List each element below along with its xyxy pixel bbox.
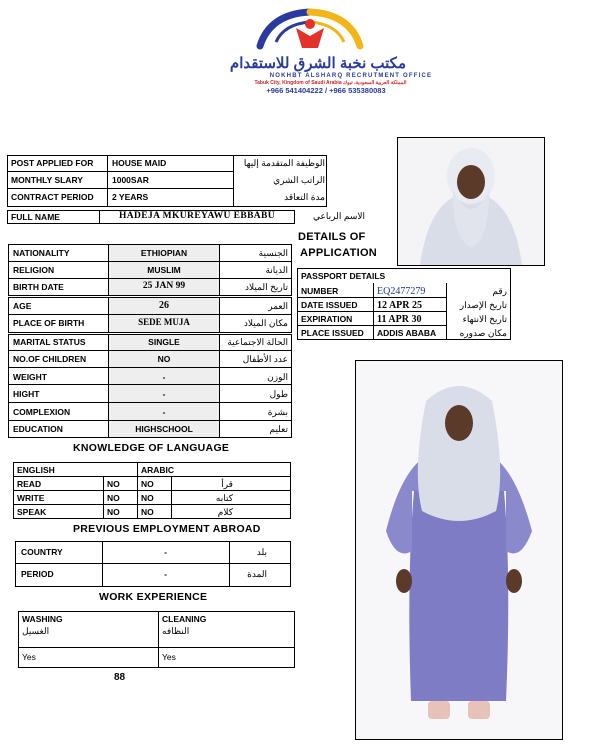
expiration-label: EXPIRATION (301, 314, 353, 324)
place-issued-label: PLACE ISSUED (301, 328, 364, 338)
post-applied-label: POST APPLIED FOR (11, 158, 94, 168)
complexion-label: COMPLEXION (13, 407, 71, 417)
date-issued-arabic: تاريخ الإصدار (459, 300, 507, 310)
weight-label: WEIGHT (13, 372, 47, 382)
logo (240, 6, 380, 56)
post-applied-arabic: الوظيفة المتقدمة إليها (243, 158, 325, 168)
work-experience-title: WORK EXPERIENCE (99, 591, 208, 603)
write-arabic: كتابه (215, 493, 233, 503)
details-title-line2: APPLICATION (300, 247, 378, 259)
country-arabic: بلد (256, 547, 267, 557)
marital-status-value: SINGLE (148, 337, 180, 347)
country-value: - (164, 547, 167, 557)
post-applied-value: HOUSE MAID (112, 158, 167, 168)
religion-arabic: الديانة (265, 265, 288, 275)
place-of-birth-label: PLACE OF BIRTH (13, 318, 85, 328)
children-value: NO (157, 354, 171, 364)
place-issued-arabic: مكان صدوره (459, 328, 507, 338)
language-col-english: ENGLISH (17, 465, 55, 475)
language-title: KNOWLEDGE OF LANGUAGE (73, 442, 230, 454)
contract-period-label: CONTRACT PERIOD (11, 192, 94, 202)
header-phones: +966 541404222 / +966 535380083 (266, 86, 386, 95)
height-label: HIGHT (13, 389, 40, 399)
monthly-salary-arabic: الراتب الشري (273, 175, 325, 185)
passport-number-value: EQ2477279 (377, 286, 426, 297)
previous-employment-title: PREVIOUS EMPLOYMENT ABROAD (73, 523, 261, 535)
age-value: 26 (159, 300, 169, 311)
children-label: NO.OF CHILDREN (13, 354, 87, 364)
weight-arabic: الوزن (267, 372, 288, 382)
education-arabic: تعليم (269, 424, 288, 434)
write-label: WRITE (17, 493, 45, 503)
cleaning-value: Yes (162, 652, 176, 662)
nationality-arabic: الجنسية (258, 248, 288, 258)
monthly-salary-value: 1000SAR (112, 175, 149, 185)
read-arabic: قرأ (221, 479, 233, 489)
washing-value: Yes (22, 652, 36, 662)
read-arabic-value: NO (141, 479, 154, 489)
speak-arabic-value: NO (141, 507, 154, 517)
header-address: Tabuk City, Kingdom of Saudi Arabia المملكة العربية السعودية، تبوك (254, 80, 407, 86)
passport-title: PASSPORT DETAILS (301, 271, 386, 281)
read-label: READ (17, 479, 42, 489)
marital-status-arabic: الحالة الاجتماعية (227, 337, 288, 347)
date-issued-value: 12 APR 25 (377, 300, 422, 311)
language-col-arabic: ARABIC (141, 465, 175, 475)
period-value: - (164, 569, 167, 579)
read-english-value: NO (107, 479, 120, 489)
write-english-value: NO (107, 493, 120, 503)
passport-number-arabic: رقم (492, 286, 507, 296)
person-full-body-icon (356, 361, 562, 739)
country-label: COUNTRY (21, 547, 63, 557)
full-name-value: HADEJA MKUREYAWU EBBABU (118, 211, 276, 221)
birth-date-label: BIRTH DATE (13, 282, 64, 292)
expiration-value: 11 APR 30 (377, 314, 422, 325)
contract-period-value: 2 YEARS (112, 192, 149, 202)
contract-period-arabic: مدة التعاقد (284, 192, 325, 202)
age-arabic: العمر (268, 301, 288, 311)
education-value: HIGHSCHOOL (135, 424, 193, 434)
speak-english-value: NO (107, 507, 120, 517)
height-arabic: طول (269, 389, 288, 399)
expiration-arabic: تاريخ الانتهاء (462, 314, 507, 324)
education-label: EDUCATION (13, 424, 63, 434)
height-value: - (162, 389, 166, 399)
write-arabic-value: NO (141, 493, 154, 503)
place-of-birth-value: SEDE MUJA (138, 317, 190, 327)
age-label: AGE (13, 301, 32, 311)
complexion-arabic: بشرة (267, 407, 288, 417)
place-of-birth-arabic: مكان الميلاد (243, 318, 288, 328)
religion-value: MUSLIM (147, 265, 181, 275)
header-arabic-name: مكتب نخبة الشرق للاستقدام (229, 55, 406, 72)
cleaning-arabic: النظافه (162, 626, 190, 636)
cleaning-label: CLEANING (162, 614, 207, 624)
monthly-salary-label: MONTHLY SLARY (11, 175, 83, 185)
nationality-value: ETHIOPIAN (140, 248, 188, 258)
washing-label: WASHING (22, 614, 63, 624)
header-english-name: NOKHBT ALSHARQ RECRUTMENT OFFICE (269, 73, 433, 79)
full-name-label: FULL NAME (11, 212, 60, 222)
portrait-photo (397, 137, 545, 266)
passport-number-label: NUMBER (301, 286, 339, 296)
full-name-arabic: الاسم الرباعي (313, 211, 365, 221)
full-body-photo (355, 360, 563, 740)
logo-emblem-icon (240, 6, 380, 56)
birth-date-value: 25 JAN 99 (142, 281, 186, 291)
page-number: 88 (114, 672, 126, 683)
washing-arabic: الغسيل (22, 626, 50, 636)
nationality-label: NATIONALITY (13, 248, 70, 258)
children-arabic: عدد الأطفال (242, 354, 288, 364)
period-arabic: المدة (247, 569, 267, 579)
person-portrait-icon (398, 138, 544, 265)
place-issued-value: ADDIS ABABA (377, 328, 437, 338)
marital-status-label: MARITAL STATUS (13, 337, 86, 347)
details-title-line1: DETAILS OF (298, 231, 366, 243)
complexion-value: - (162, 407, 166, 417)
religion-label: RELIGION (13, 265, 55, 275)
period-label: PERIOD (21, 569, 54, 579)
birth-date-arabic: تاريخ الميلاد (245, 282, 288, 292)
speak-arabic: كلام (217, 507, 233, 517)
speak-label: SPEAK (17, 507, 47, 517)
weight-value: - (162, 372, 166, 382)
date-issued-label: DATE ISSUED (301, 300, 358, 310)
